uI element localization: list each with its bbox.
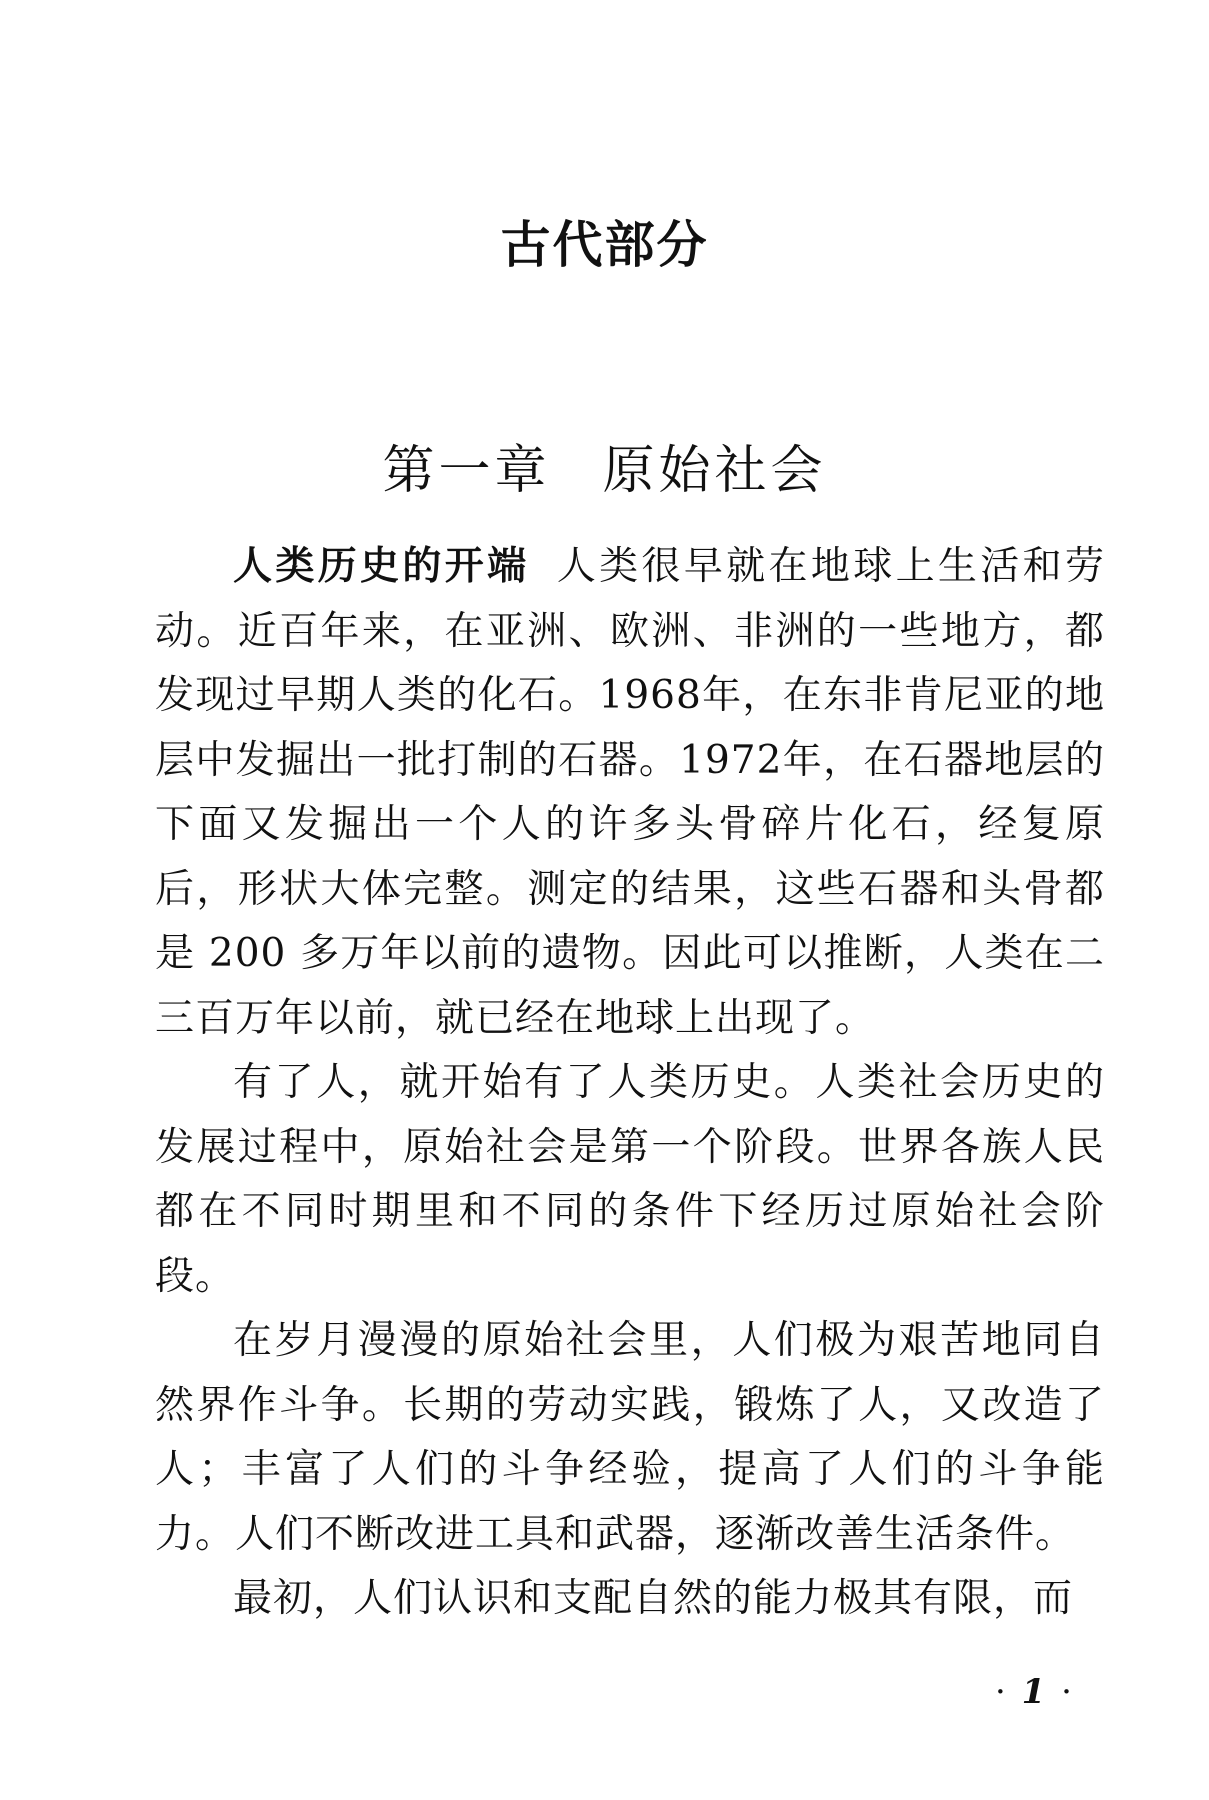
paragraph-text: 在岁月漫漫的原始社会里，人们极为艰苦地同自然界作斗争。长期的劳动实践，锻炼了人，又改造了人；丰富了人们的斗争经验，提高了人们的斗争能力。人们不断改进工具和武器，逐渐改善生活条件。: [155, 1318, 1105, 1557]
chapter-title: 原始社会: [602, 441, 827, 501]
paragraph-text: 人类很早就在地球上生活和劳动。近百年来，在亚洲、欧洲、非洲的一些地方，都发现过早期人类的化石。1968年，在东非肯尼亚的地层中发掘出一批打制的石器。1972年，在石器地层的下面又发掘出一个人的许多头骨碎片化石，经复原后，形状大体完整。测定的结果，这些石器和头骨都是 200 多万年以前的遗物。因此可以推断，人类在二三百万年以前，就已经在地球上出现了。: [155, 544, 1105, 1041]
chapter-number: 第一章: [382, 441, 551, 501]
paragraph-text: 有了人，就开始有了人类历史。人类社会历史的发展过程中，原始社会是第一个阶段。世界各族人民都在不同时期里和不同的条件下经历过原始社会阶段。: [155, 1060, 1105, 1299]
paragraph: [155, 535, 1105, 1051]
page-number: [995, 1672, 1074, 1712]
page-number-value: 1: [1021, 1672, 1048, 1712]
part-title: 古代部分: [500, 216, 709, 274]
paragraph: [155, 1567, 1105, 1632]
paragraph: [155, 1309, 1105, 1567]
page-number-dot-left: ·: [995, 1672, 1008, 1712]
paragraph-text: 最初，人们认识和支配自然的能力极其有限，而: [233, 1576, 1074, 1621]
section-lead-heading: 人类历史的开端: [233, 544, 530, 589]
page-number-dot-right: ·: [1061, 1672, 1074, 1712]
paragraph: [155, 1051, 1105, 1309]
chapter-heading: [0, 428, 1209, 503]
body-text: [155, 535, 1105, 1632]
